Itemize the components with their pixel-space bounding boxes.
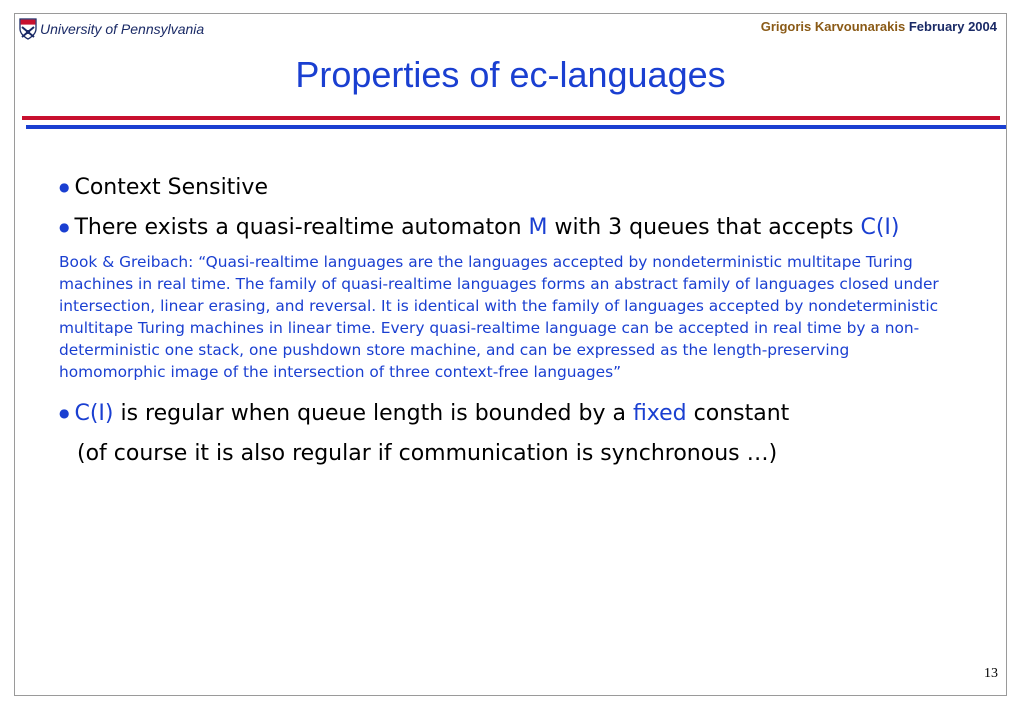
author-name: Grigoris Karvounarakis — [760, 19, 906, 34]
university-name: University of Pennsylvania — [40, 21, 205, 37]
bullet-text: There exists a quasi-realtime automaton — [74, 215, 529, 240]
bullet-regular — [59, 400, 959, 427]
automaton-m: M — [528, 215, 548, 240]
slide — [14, 13, 1007, 696]
bullet-text: constant — [686, 401, 790, 426]
language-ci: C(I) — [860, 215, 900, 240]
bullet-text: is regular when queue length is bounded by a — [113, 401, 633, 426]
bullet-dot-icon: ● — [59, 406, 70, 420]
header-left — [19, 18, 204, 40]
bullet-text: with 3 queues that accepts — [547, 215, 861, 240]
header-right — [761, 19, 997, 34]
book-greibach-quote: Book & Greibach: “Quasi-realtime languages are the languages accepted by nondeterministic multitape Turing machines in real time. The family of quasi-realtime languages forms an abstract family of languages closed under intersection, linear erasing, and reversal. It is identical with the family of languages accepted by nondeterministic multitape Turing machines in linear time. Every quasi-realtime language can be accepted in real time by a non-deterministic one stack, one pushdown store machine, and can be expressed as the length-preserving homomorphic image of the intersection of three context-free languages” — [59, 253, 939, 381]
bullet-text: Context Sensitive — [74, 175, 268, 200]
synchronous-note: (of course it is also regular if communication is synchronous …) — [77, 441, 778, 466]
bullet-context-sensitive — [59, 174, 959, 201]
slide-content — [59, 174, 959, 467]
penn-shield-icon — [19, 18, 37, 40]
bullet-automaton — [59, 214, 959, 241]
page-number: 13 — [984, 666, 998, 681]
bullet-dot-icon: ● — [59, 220, 70, 234]
blue-divider — [26, 125, 1006, 129]
bullet-dot-icon: ● — [59, 180, 70, 194]
red-divider — [22, 116, 1000, 120]
presentation-date: February 2004 — [908, 19, 997, 34]
slide-title: Properties of ec-languages — [295, 54, 726, 95]
fixed-word: fixed — [632, 401, 687, 426]
language-ci: C(I) — [74, 401, 114, 426]
